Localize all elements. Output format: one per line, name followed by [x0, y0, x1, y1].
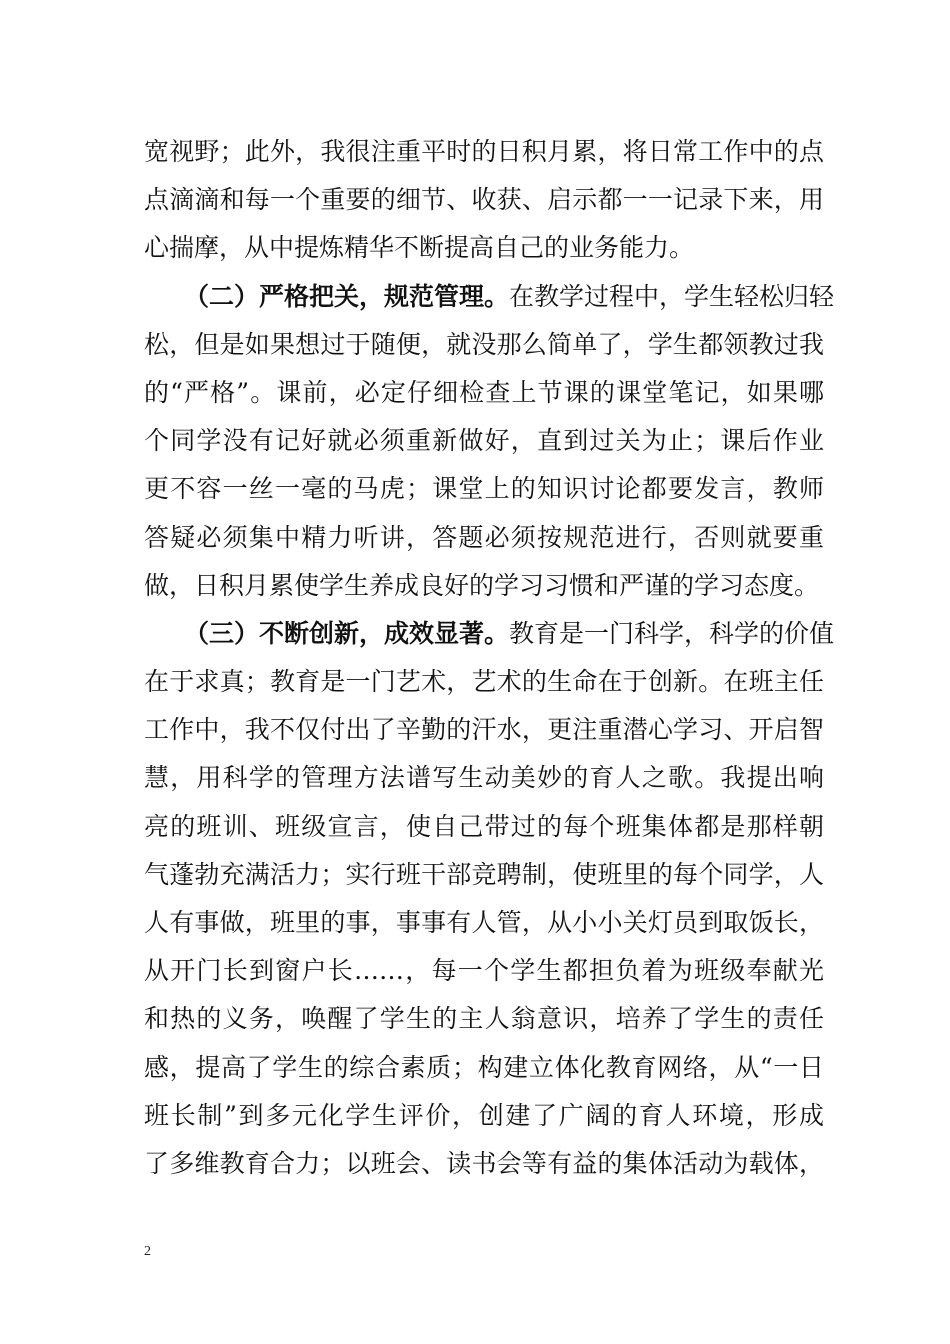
text-line: 心揣摩，从中提炼精华不断提高自己的业务能力。: [144, 233, 695, 263]
text-line: 从开门长到窗户长……，每一个学生都担负着为班级奉献光: [144, 956, 824, 986]
text-line: 答疑必须集中精力听讲，答题必须按规范进行，否则就要重: [144, 522, 824, 552]
text-run: 在教学过程中，学生轻松归轻: [509, 281, 835, 311]
text-line: 的“严格”。课前，必定仔细检查上节课的课堂笔记，如果哪: [144, 377, 824, 407]
text-line: 气蓬勃充满活力；实行班干部竞聘制，使班里的每个同学，人: [144, 859, 824, 889]
text-line: 个同学没有记好就必须重新做好，直到过关为止；课后作业: [144, 426, 824, 456]
text-line: 和热的义务，唤醒了学生的主人翁意识，培养了学生的责任: [144, 1004, 824, 1034]
text-line: 了多维教育合力；以班会、读书会等有益的集体活动为载体，: [144, 1148, 824, 1178]
text-line: 宽视野；此外，我很注重平时的日积月累，将日常工作中的点: [144, 137, 824, 166]
text-line: 在于求真；教育是一门艺术，艺术的生命在于创新。在班主任: [144, 667, 824, 697]
text-line: 慧，用科学的管理方法谱写生动美妙的育人之歌。我提出响: [144, 763, 824, 793]
section-heading-line: [144, 273, 835, 321]
text-run: 教育是一门科学，科学的价值: [509, 618, 835, 648]
text-line: 做，日积月累使学生养成良好的学习习惯和严谨的学习态度。: [144, 570, 820, 600]
text-line: 点滴滴和每一个重要的细节、收获、启示都一一记录下来，用: [144, 185, 824, 215]
body-text: [144, 128, 835, 1188]
text-line: 工作中，我不仅付出了辛勤的汗水，更注重潜心学习、开启智: [144, 715, 824, 745]
text-line: 更不容一丝一毫的马虎；课堂上的知识讨论都要发言，教师: [144, 474, 824, 504]
section-heading: （三）不断创新，成效显著。: [184, 618, 510, 648]
text-line: 松，但是如果想过于随便，就没那么简单了，学生都领教过我: [144, 329, 824, 359]
text-line: 人有事做，班里的事，事事有人管，从小小关灯员到取饭长，: [144, 908, 824, 937]
page-number: 2: [144, 1244, 151, 1259]
text-line: 感，提高了学生的综合素质；构建立体化教育网络，从“一日: [144, 1052, 824, 1082]
section-heading: （二）严格把关，规范管理。: [184, 281, 510, 311]
section-heading-line: [144, 610, 835, 658]
text-line: 班长制”到多元化学生评价，创建了广阔的育人环境，形成: [144, 1100, 824, 1130]
text-line: 亮的班训、班级宣言，使自己带过的每个班集体都是那样朝: [144, 811, 824, 841]
